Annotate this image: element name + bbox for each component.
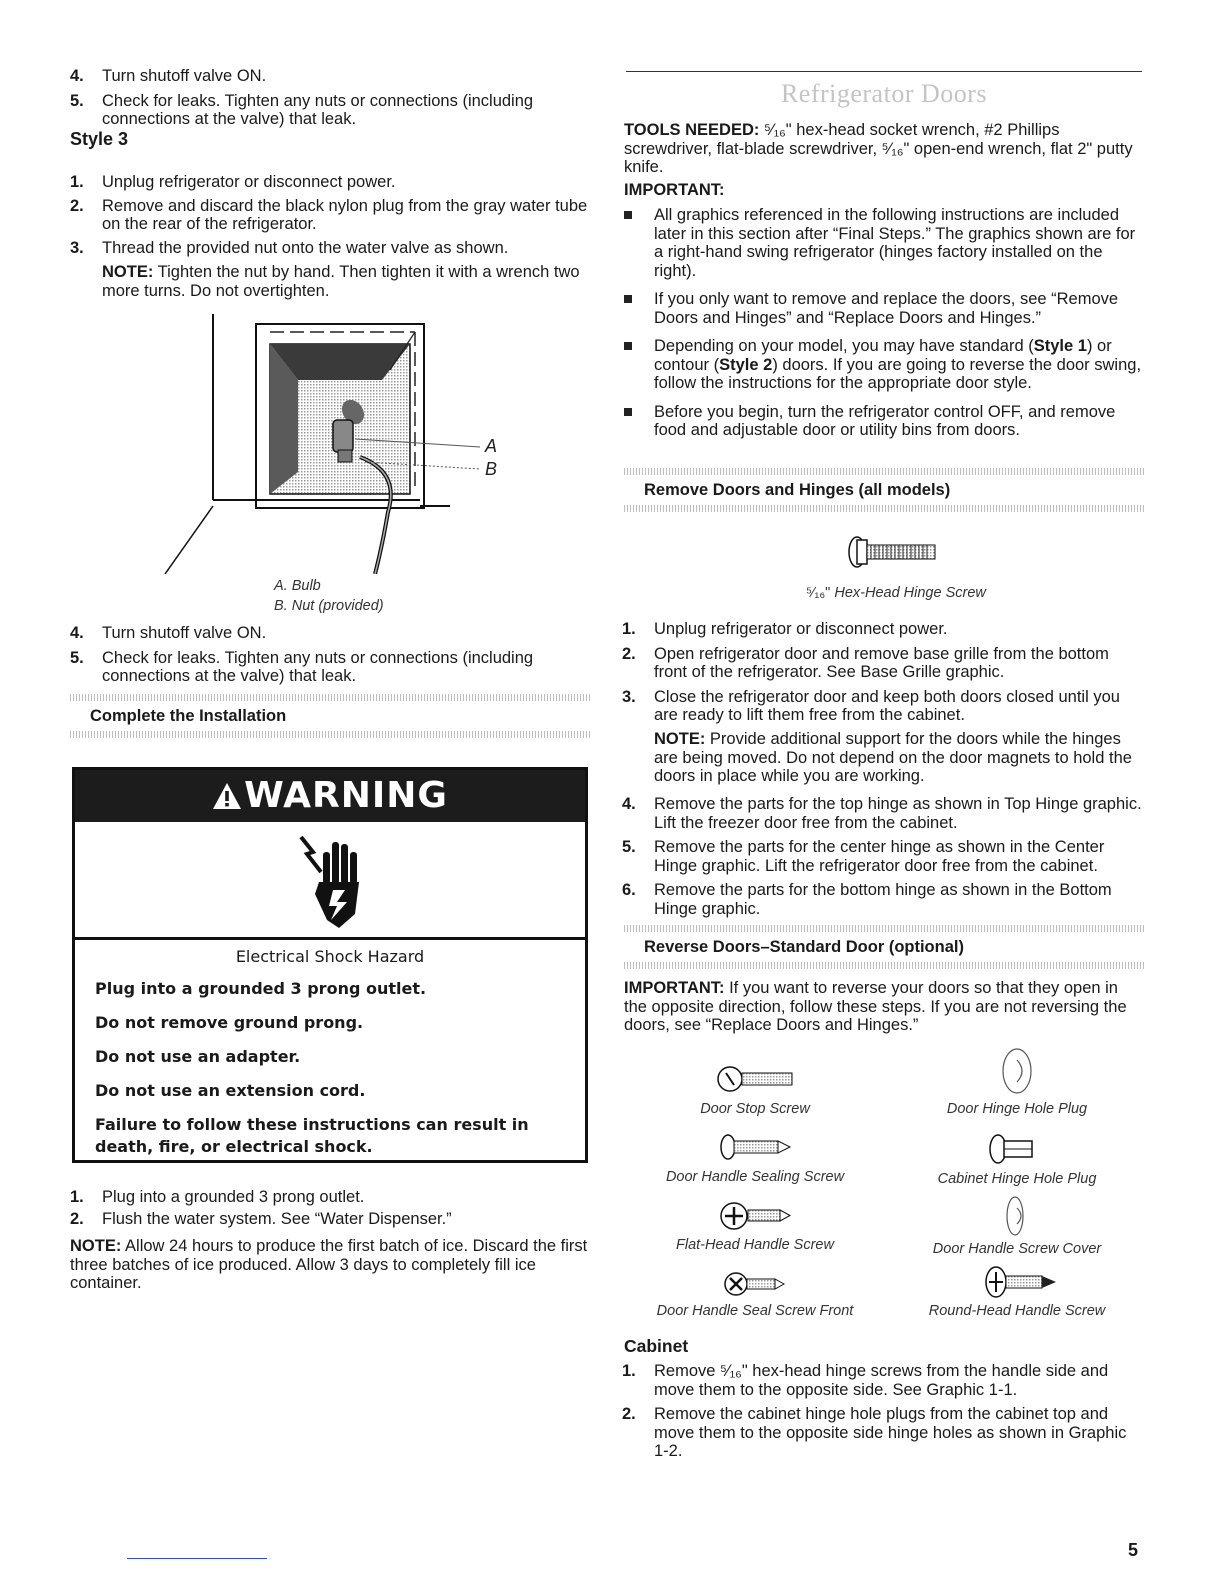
- list-item: 4. Turn shutoff valve ON.: [70, 624, 267, 642]
- section-rule: [626, 71, 1142, 72]
- remove-note: NOTE: Provide additional support for the doors while the hinges are being moved. Do not depend on the door magnets to hold the doors in place while you are working.: [654, 730, 1132, 785]
- list-item: Before you begin, turn the refrigerator control OFF, and remove food and adjustable door or utility bins from doors.: [622, 403, 1142, 440]
- hardware-item: Round-Head Handle Screw: [888, 1264, 1146, 1321]
- style3-note: NOTE: Tighten the nut by hand. Then tighten it with a wrench two more turns. Do not overtighten.: [102, 263, 580, 300]
- cabinet-steps: [622, 1362, 1142, 1461]
- figure-label-a: A: [485, 436, 498, 456]
- reverse-important: IMPORTANT: If you want to reverse your doors so that they open in the opposite direction, follow these steps. If you are not reversing the doors, see “Replace Doors and Hinges.”: [624, 979, 1127, 1034]
- round-head-handle-screw-icon: [972, 1264, 1062, 1300]
- hardware-grid: [626, 1046, 1142, 1326]
- door-handle-screw-cover-icon: [997, 1194, 1037, 1238]
- water-valve-illustration: [160, 312, 520, 574]
- tools-needed: TOOLS NEEDED: ⁵⁄₁₆" hex-head socket wrench, #2 Phillips screwdriver, flat-blade screwdriver, ⁵⁄₁₆" open-end wrench, flat 2" putty knife.: [624, 121, 1133, 176]
- warning-triangle-icon: [212, 782, 242, 810]
- final-note: NOTE: Allow 24 hours to produce the first batch of ice. Discard the first three batches of ice produced. Allow 3 days to completely fill ice container.: [70, 1237, 588, 1292]
- list-item: 2. Flush the water system. See “Water Dispenser.”: [70, 1209, 452, 1228]
- hex-head-hinge-screw-icon: [843, 534, 939, 570]
- warning-box: [72, 767, 588, 1163]
- list-item: 5. Check for leaks. Tighten any nuts or connections (including connections at the valve) that leak.: [70, 91, 534, 128]
- list-item: 3. Thread the provided nut onto the water valve as shown.: [70, 238, 509, 257]
- warning-line: Plug into a grounded 3 prong outlet.: [95, 978, 427, 998]
- list-item: 1. Unplug refrigerator or disconnect power.: [70, 173, 396, 191]
- list-item: All graphics referenced in the following instructions are included later in this section after “Final Steps.” The graphics shown are for a right-hand swing refrigerator (hinges factory installed on the right).: [622, 206, 1142, 280]
- reverse-doors-heading: Reverse Doors–Standard Door (optional): [624, 925, 1144, 969]
- hardware-item: Door Handle Screw Cover: [888, 1194, 1146, 1259]
- hardware-item: Door Handle Seal Screw Front: [626, 1268, 884, 1321]
- list-item: 2. Remove and discard the black nylon plug from the gray water tube on the rear of the refrigerator.: [70, 196, 588, 233]
- important-bullets: [622, 206, 1142, 450]
- list-item: 5. Check for leaks. Tighten any nuts or connections (including connections at the valve) that leak.: [70, 648, 534, 685]
- cabinet-hinge-hole-plug-icon: [982, 1132, 1052, 1166]
- complete-installation-heading: Complete the Installation: [70, 694, 590, 738]
- list-item: 6. Remove the parts for the bottom hinge as shown in the Bottom Hinge graphic.: [622, 881, 1112, 918]
- warning-line: Failure to follow these instructions can result in death, fire, or electrical shock.: [95, 1114, 529, 1156]
- figure-label-b: B: [485, 459, 498, 479]
- list-item: 3. Close the refrigerator door and keep both doors closed until you are ready to lift them free from the cabinet.: [622, 687, 1120, 724]
- list-item: 1. Remove ⁵⁄₁₆" hex-head hinge screws from the handle side and move them to the opposite side. See Graphic 1-1.: [622, 1362, 1109, 1399]
- list-item: 4. Turn shutoff valve ON.: [70, 67, 267, 85]
- hazard-title: Electrical Shock Hazard: [235, 947, 425, 966]
- list-item: If you only want to remove and replace the doors, see “Remove Doors and Hinges” and “Replace Doors and Hinges.”: [622, 290, 1142, 327]
- style3-heading: Style 3: [70, 129, 129, 149]
- final-steps: [70, 1188, 590, 1228]
- door-hinge-hole-plug-icon: [987, 1046, 1047, 1096]
- style3-steps: [70, 173, 590, 262]
- warning-header: WARNING: [75, 770, 585, 822]
- list-item: 1. Plug into a grounded 3 prong outlet.: [70, 1188, 365, 1206]
- hardware-item: Door Stop Screw: [626, 1064, 884, 1119]
- figure-caption: A. Bulb B. Nut (provided): [274, 578, 384, 614]
- hardware-item: Door Handle Sealing Screw: [626, 1132, 884, 1187]
- list-item: 5. Remove the parts for the center hinge as shown in the Center Hinge graphic. Lift the refrigerator door free from the cabinet.: [622, 838, 1105, 875]
- door-handle-sealing-screw-icon: [710, 1132, 800, 1162]
- list-item: 2. Remove the cabinet hinge hole plugs from the cabinet top and move them to the opposite side hinge holes as shown in Graphic 1-2.: [622, 1405, 1127, 1460]
- hardware-item: Flat-Head Handle Screw: [626, 1198, 884, 1255]
- list-item: 4. Remove the parts for the top hinge as shown in Top Hinge graphic. Lift the freezer door free from the cabinet.: [622, 795, 1142, 832]
- flat-head-handle-screw-icon: [710, 1198, 800, 1234]
- remove-steps: [622, 620, 1142, 731]
- hardware-item: Door Hinge Hole Plug: [888, 1046, 1146, 1119]
- valve-steps-bottom: [70, 624, 590, 686]
- list-item: Depending on your model, you may have standard (Style 1) or contour (Style 2) doors. If you are going to reverse the door swing, follow the instructions for the appropriate door style.: [622, 337, 1142, 393]
- hardware-item: Cabinet Hinge Hole Plug: [888, 1132, 1146, 1189]
- remove-steps-continued: [622, 795, 1142, 918]
- footer-rule: [127, 1558, 267, 1559]
- warning-line: Do not use an extension cord.: [95, 1080, 366, 1100]
- section-title: Refrigerator Doors: [780, 79, 988, 108]
- warning-line: Do not use an adapter.: [95, 1046, 301, 1066]
- valve-steps-top: [70, 67, 590, 129]
- important-label: IMPORTANT:: [624, 181, 725, 199]
- list-item: 1. Unplug refrigerator or disconnect power.: [622, 620, 948, 638]
- remove-doors-heading: Remove Doors and Hinges (all models): [624, 468, 1144, 512]
- warning-line: Do not remove ground prong.: [95, 1012, 364, 1032]
- page-number: 5: [1128, 1540, 1139, 1560]
- hinge-screw-caption: ⁵⁄₁₆" Hex-Head Hinge Screw: [806, 585, 986, 601]
- door-handle-seal-screw-front-icon: [710, 1268, 800, 1300]
- electrical-shock-hand-icon: [293, 832, 373, 932]
- list-item: 2. Open refrigerator door and remove base grille from the bottom front of the refrigerator. See Base Grille graphic.: [622, 644, 1109, 681]
- door-stop-screw-icon: [710, 1064, 800, 1094]
- cabinet-heading: Cabinet: [624, 1336, 689, 1356]
